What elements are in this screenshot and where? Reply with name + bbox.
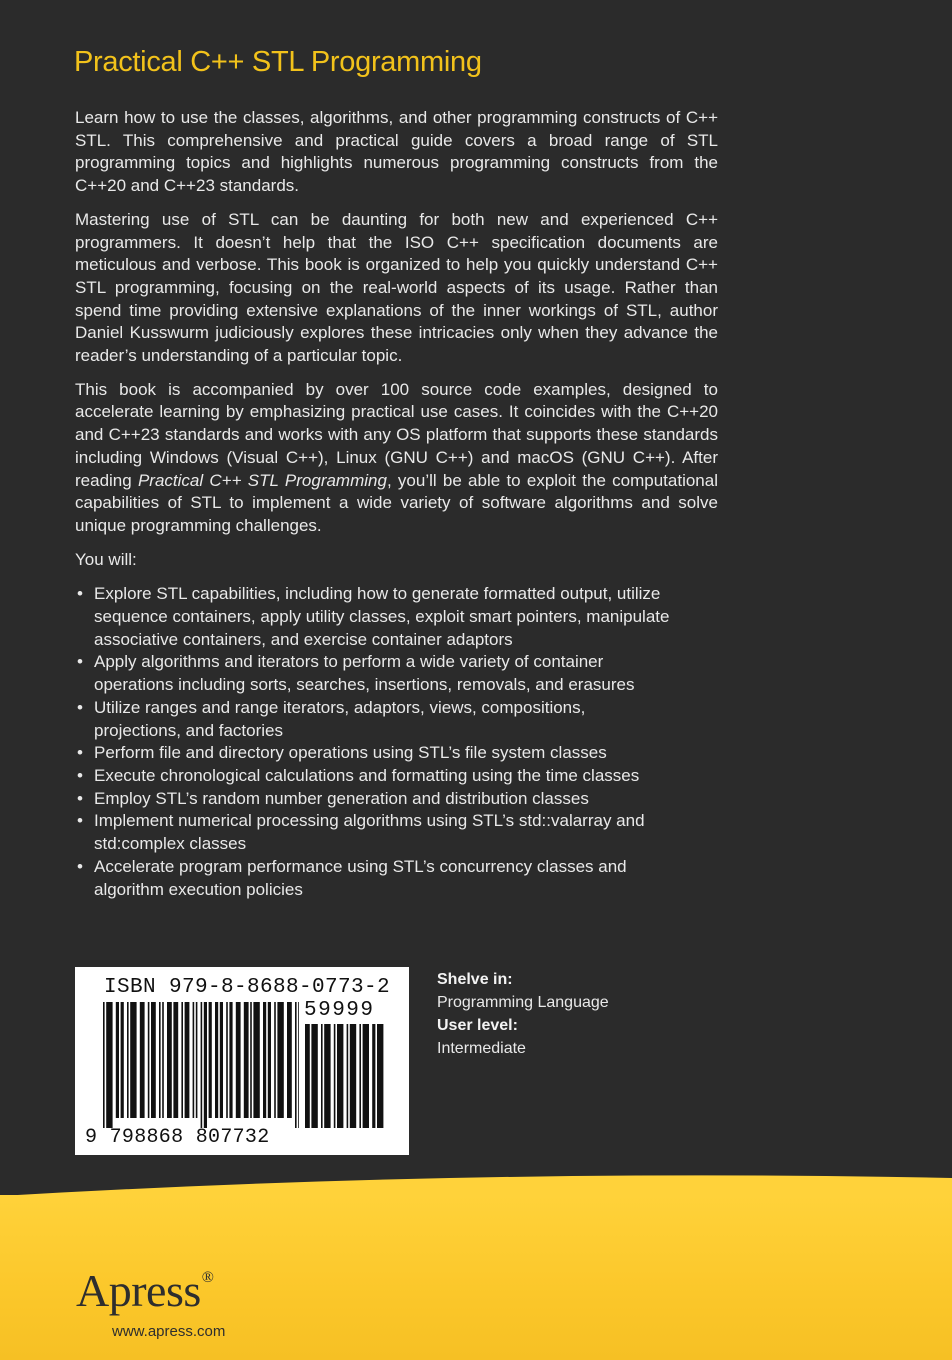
list-item-text: Accelerate program performance using STL’s concurrency classes and algorithm execution policies	[94, 856, 627, 899]
list-item	[75, 856, 675, 901]
barcode-bar	[226, 1002, 228, 1118]
book-title: Practical C++ STL Programming	[74, 46, 482, 78]
barcode-bar	[151, 1002, 156, 1118]
barcode-bar	[321, 1024, 323, 1128]
list-item	[75, 583, 675, 651]
barcode-bars	[103, 1002, 299, 1128]
barcode-bar	[106, 1002, 112, 1128]
barcode-bar	[121, 1002, 124, 1118]
list-item-text: Apply algorithms and iterators to perform a wide variety of container operations including sorts, searches, insertions, removals, and erasures	[94, 652, 635, 695]
barcode-bar	[334, 1024, 336, 1128]
price-code: 59999	[304, 999, 375, 1022]
bullet-icon: •	[77, 788, 83, 808]
barcode-bar	[236, 1002, 241, 1118]
barcode-bar	[324, 1024, 330, 1128]
barcode-bar	[277, 1002, 283, 1118]
barcode-bar	[181, 1002, 183, 1118]
paragraph-3-text: This book is accompanied by over 100 source code examples, designed to accelerate learning by emphasizing practical use cases. It coincides with the C++20 and C++23 standards and works with any OS platform that supports these standards including Windows (Visual C++), Linux (GNU C++) and macOS (GNU C++). After reading	[75, 379, 718, 490]
list-item	[75, 810, 675, 855]
description-paragraph-2: Mastering use of STL can be daunting for both new and experienced C++ programmers. It doesn’t help that the ISO C++ specification documents are meticulous and verbose. This book is organized to help you quickly understand C++ STL programming, focusing on the real-world aspects of its usage. Rather than spend time providing extensive explanations of the inner workings of STL, author Daniel Kusswurm judiciously explores these intricacies only when they advance the reader’s understanding of a particular topic.	[75, 209, 718, 366]
list-item-text: Employ STL’s random number generation and distribution classes	[94, 788, 589, 808]
barcode-bar	[215, 1002, 218, 1118]
ean-digits: 9 798868 807732	[85, 1126, 270, 1149]
barcode-bar	[173, 1002, 178, 1118]
bullet-icon: •	[77, 697, 83, 717]
list-item-text: Perform file and directory operations using STL’s file system classes	[94, 743, 607, 763]
barcode-bar	[196, 1002, 198, 1118]
barcode-bar	[274, 1002, 276, 1118]
barcode-bar	[159, 1002, 161, 1118]
bullet-icon: •	[77, 743, 83, 763]
barcode-bar	[140, 1002, 145, 1118]
list-item	[75, 788, 675, 811]
barcode-bar	[193, 1002, 195, 1118]
barcode-bar	[253, 1002, 259, 1118]
list-item	[75, 651, 675, 696]
book-title-italic: Practical C++ STL Programming	[137, 470, 387, 490]
apress-wordmark: Apress	[76, 1265, 201, 1316]
isbn-label: ISBN 979-8-8688-0773-2	[104, 976, 391, 999]
bullet-icon: •	[77, 856, 83, 876]
list-item	[75, 765, 675, 788]
barcode-bar	[244, 1002, 249, 1118]
barcode-bar	[250, 1002, 252, 1118]
barcode-bar	[116, 1002, 119, 1118]
user-level-label: User level:	[437, 1017, 518, 1034]
description-paragraph-1: Learn how to use the classes, algorithms, and other programming constructs of C++ STL. This comprehensive and practical guide covers a broad range of STL programming topics and highlights numerous programming constructs from the C++20 and C++23 standards.	[75, 108, 718, 196]
barcode-bar	[185, 1002, 190, 1118]
paragraph-3-text-end: , you’ll be able to exploit the computational capabilities of STL to implement a wide variety of software algorithms and solve unique programming challenges.	[75, 470, 718, 535]
isbn-barcode	[75, 967, 409, 1155]
barcode-bar	[350, 1024, 356, 1128]
barcode-bar	[220, 1002, 223, 1118]
shelving-info	[437, 968, 609, 1060]
bullet-icon: •	[77, 652, 83, 672]
bullet-icon: •	[77, 765, 83, 785]
list-item	[75, 742, 675, 765]
list-item-text: Execute chronological calculations and formatting using the time classes	[94, 765, 640, 785]
barcode-bar	[263, 1002, 266, 1118]
barcode-bar	[148, 1002, 150, 1118]
description-paragraph-3	[75, 379, 718, 538]
barcode-bar	[295, 1002, 297, 1128]
barcode-bar	[268, 1002, 271, 1118]
shelve-in-value: Programming Language	[437, 994, 609, 1011]
barcode-bar	[204, 1002, 207, 1128]
barcode-bar	[347, 1024, 349, 1128]
barcode-bar	[167, 1002, 172, 1118]
barcode-bar	[209, 1002, 212, 1118]
publisher-url[interactable]: www.apress.com	[112, 1323, 226, 1340]
barcode-bar	[377, 1024, 383, 1128]
barcode-bar	[287, 1002, 292, 1118]
barcode-bar	[311, 1024, 317, 1128]
user-level-value: Intermediate	[437, 1040, 526, 1057]
barcode-bar	[103, 1002, 105, 1128]
learning-points	[75, 583, 675, 901]
barcode-bar	[337, 1024, 343, 1128]
list-item-text: Utilize ranges and range iterators, adaptors, views, compositions, projections, and factories	[94, 697, 586, 740]
barcode-addon-bars	[305, 1024, 385, 1128]
barcode-bar	[229, 1002, 232, 1118]
barcode-bar	[162, 1002, 164, 1118]
barcode-bar	[298, 1002, 299, 1128]
shelve-in-label: Shelve in:	[437, 971, 513, 988]
barcode-bar	[127, 1002, 129, 1118]
registered-mark: ®	[201, 1269, 214, 1286]
barcode-bar	[363, 1024, 369, 1128]
barcode-bar	[359, 1024, 361, 1128]
description	[75, 107, 718, 901]
you-will-heading: You will:	[75, 549, 137, 569]
list-item	[75, 697, 675, 742]
barcode-bar	[305, 1024, 310, 1128]
list-item-text: Implement numerical processing algorithms using STL’s std::valarray and std:complex classes	[94, 811, 645, 854]
list-item-text: Explore STL capabilities, including how to generate formatted output, utilize sequence containers, apply utility classes, exploit smart pointers, manipulate associative containers, and exercise container adaptors	[94, 584, 670, 649]
bullet-icon: •	[77, 584, 83, 604]
barcode-bar	[201, 1002, 203, 1128]
barcode-bar	[372, 1024, 375, 1128]
bullet-icon: •	[77, 811, 83, 831]
apress-logo	[76, 1265, 214, 1316]
barcode-bar	[130, 1002, 136, 1118]
